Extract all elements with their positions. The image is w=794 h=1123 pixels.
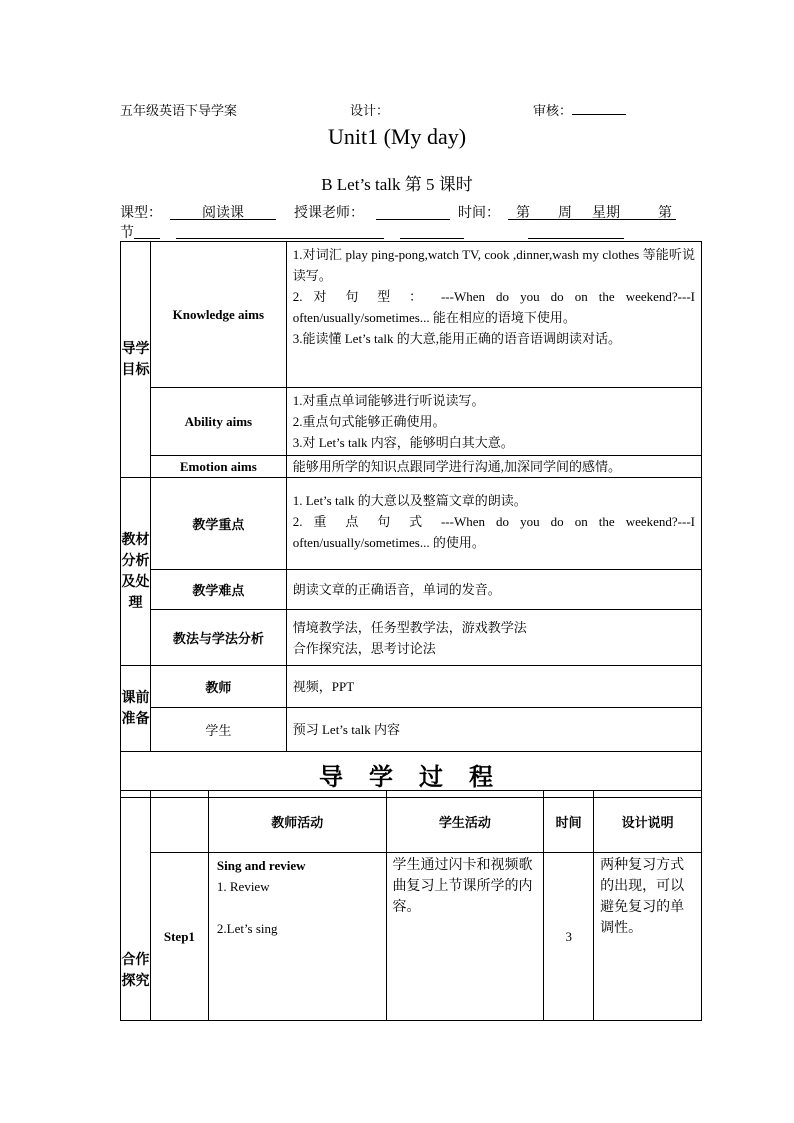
- step1-teacher-activity: [208, 853, 386, 1021]
- process-section-label: 合作探究: [121, 791, 151, 1021]
- info-line-2: [400, 238, 464, 239]
- jie-label: 节: [120, 226, 134, 241]
- key-points-content: [286, 478, 701, 570]
- time-week-num: 第: [516, 206, 530, 221]
- course-type-value: 阅读课: [170, 202, 276, 220]
- jie-line: [134, 238, 160, 239]
- step1-design-note: 两种复习方式的出现，可以避免复习的单调性。: [594, 853, 702, 1021]
- prep-teacher-label: 教师: [150, 666, 286, 708]
- method-row: [121, 610, 702, 666]
- design-label: 设计：: [350, 103, 390, 118]
- method-line-2: 合作探究法，思考讨论法: [292, 640, 436, 656]
- review-label: [533, 100, 626, 119]
- knowledge-aims-label: Knowledge aims: [150, 242, 286, 388]
- review-label-text: 审核：: [533, 103, 573, 118]
- time-header: 时间: [544, 791, 594, 853]
- analysis-section-label: 教材分析及处理: [121, 478, 151, 666]
- ability-line-2: 2.重点句式能够正确使用。: [292, 414, 446, 429]
- emotion-aims-content: 能够用所学的知识点跟同学进行沟通,加深同学间的感情。: [286, 456, 701, 478]
- method-label: 教法与学法分析: [150, 610, 286, 666]
- info-line-1: [176, 238, 384, 239]
- ability-row: [121, 388, 702, 456]
- prep-teacher-row: [121, 666, 702, 708]
- key-points-label: 教学重点: [150, 478, 286, 570]
- ability-aims-content: [286, 388, 701, 456]
- course-type-label: 课型：: [120, 206, 162, 221]
- step1-student-activity: 学生通过闪卡和视频歌曲复习上节课所学的内容。: [386, 853, 544, 1021]
- method-line-1: 情境教学法，任务型教学法，游戏教学法: [292, 619, 527, 635]
- aims-section-label: 导学目标: [121, 242, 151, 478]
- grade-label: 五年级英语下导学案: [120, 103, 238, 118]
- knowledge-row: [121, 242, 702, 388]
- student-activity-header: 学生活动: [386, 791, 544, 853]
- page-title: Unit1 (My day): [327, 124, 467, 149]
- teacher-blank: [376, 202, 450, 220]
- teacher-activity-header: 教师活动: [208, 791, 386, 853]
- ability-line-3: 3.对 Let’s talk 内容，能够明白其大意。: [292, 435, 514, 450]
- ability-aims-label: Ability aims: [150, 388, 286, 456]
- difficulty-content: 朗读文章的正确语音，单词的发音。: [286, 570, 701, 610]
- prep-section-label: 课前准备: [121, 666, 151, 752]
- teacher-label: 授课老师：: [294, 206, 364, 221]
- knowledge-aims-content: [286, 242, 701, 388]
- difficulty-label: 教学难点: [150, 570, 286, 610]
- prep-student-content: 预习 Let’s talk 内容: [286, 708, 701, 752]
- time-label: 时间：: [458, 206, 500, 221]
- step1-label: Step1: [150, 853, 208, 1021]
- step1-time: 3: [544, 853, 594, 1021]
- process-header-row: [121, 791, 702, 853]
- step1-teacher-line-2: 1. Review: [216, 879, 270, 894]
- knowledge-line-1: 1.对词汇 play ping-pong,watch TV, cook ,dinner,wash my clothes 等能听说读写。: [292, 247, 695, 283]
- review-blank: [572, 100, 626, 115]
- page-subtitle: B Let’s talk 第 5 课时: [321, 175, 473, 194]
- lesson-table: [120, 241, 702, 798]
- step1-teacher-line-1: Sing and review: [216, 858, 306, 873]
- knowledge-line-3: 3.能读懂 Let’s talk 的大意,能用正确的语音语调朗读对话。: [292, 331, 621, 346]
- key-points-row: [121, 478, 702, 570]
- time-week: 周: [558, 206, 572, 221]
- key-line-1: 1. Let’s talk 的大意以及整篇文章的朗读。: [292, 493, 527, 508]
- info-line-3: [528, 238, 624, 239]
- method-content: [286, 610, 701, 666]
- difficulty-row: [121, 570, 702, 610]
- process-title: 导 学 过 程: [121, 752, 702, 798]
- key-line-2: 2. 重 点 句 式 ---When do you do on the weekend?---I often/usually/sometimes... 的使用。: [292, 514, 695, 550]
- step1-teacher-line-4: 2.Let’s sing: [216, 921, 278, 936]
- step-header-cell: [150, 791, 208, 853]
- time-weekday: 星期: [592, 206, 620, 221]
- emotion-aims-label: Emotion aims: [150, 456, 286, 478]
- design-header: 设计说明: [594, 791, 702, 853]
- prep-student-row: [121, 708, 702, 752]
- time-period: 第: [658, 206, 672, 221]
- prep-student-label: 学生: [150, 708, 286, 752]
- step1-row: [121, 853, 702, 1021]
- knowledge-line-2: 2. 对 句 型 ： ---When do you do on the weekend?---I often/usually/sometimes... 能在相应的语境下使用。: [292, 289, 695, 325]
- emotion-row: [121, 456, 702, 478]
- prep-teacher-content: 视频，PPT: [286, 666, 701, 708]
- step1-teacher-line-3: [217, 897, 380, 918]
- time-fields: [508, 202, 676, 220]
- process-table: [120, 790, 702, 1021]
- ability-line-1: 1.对重点单词能够进行听说读写。: [292, 393, 485, 408]
